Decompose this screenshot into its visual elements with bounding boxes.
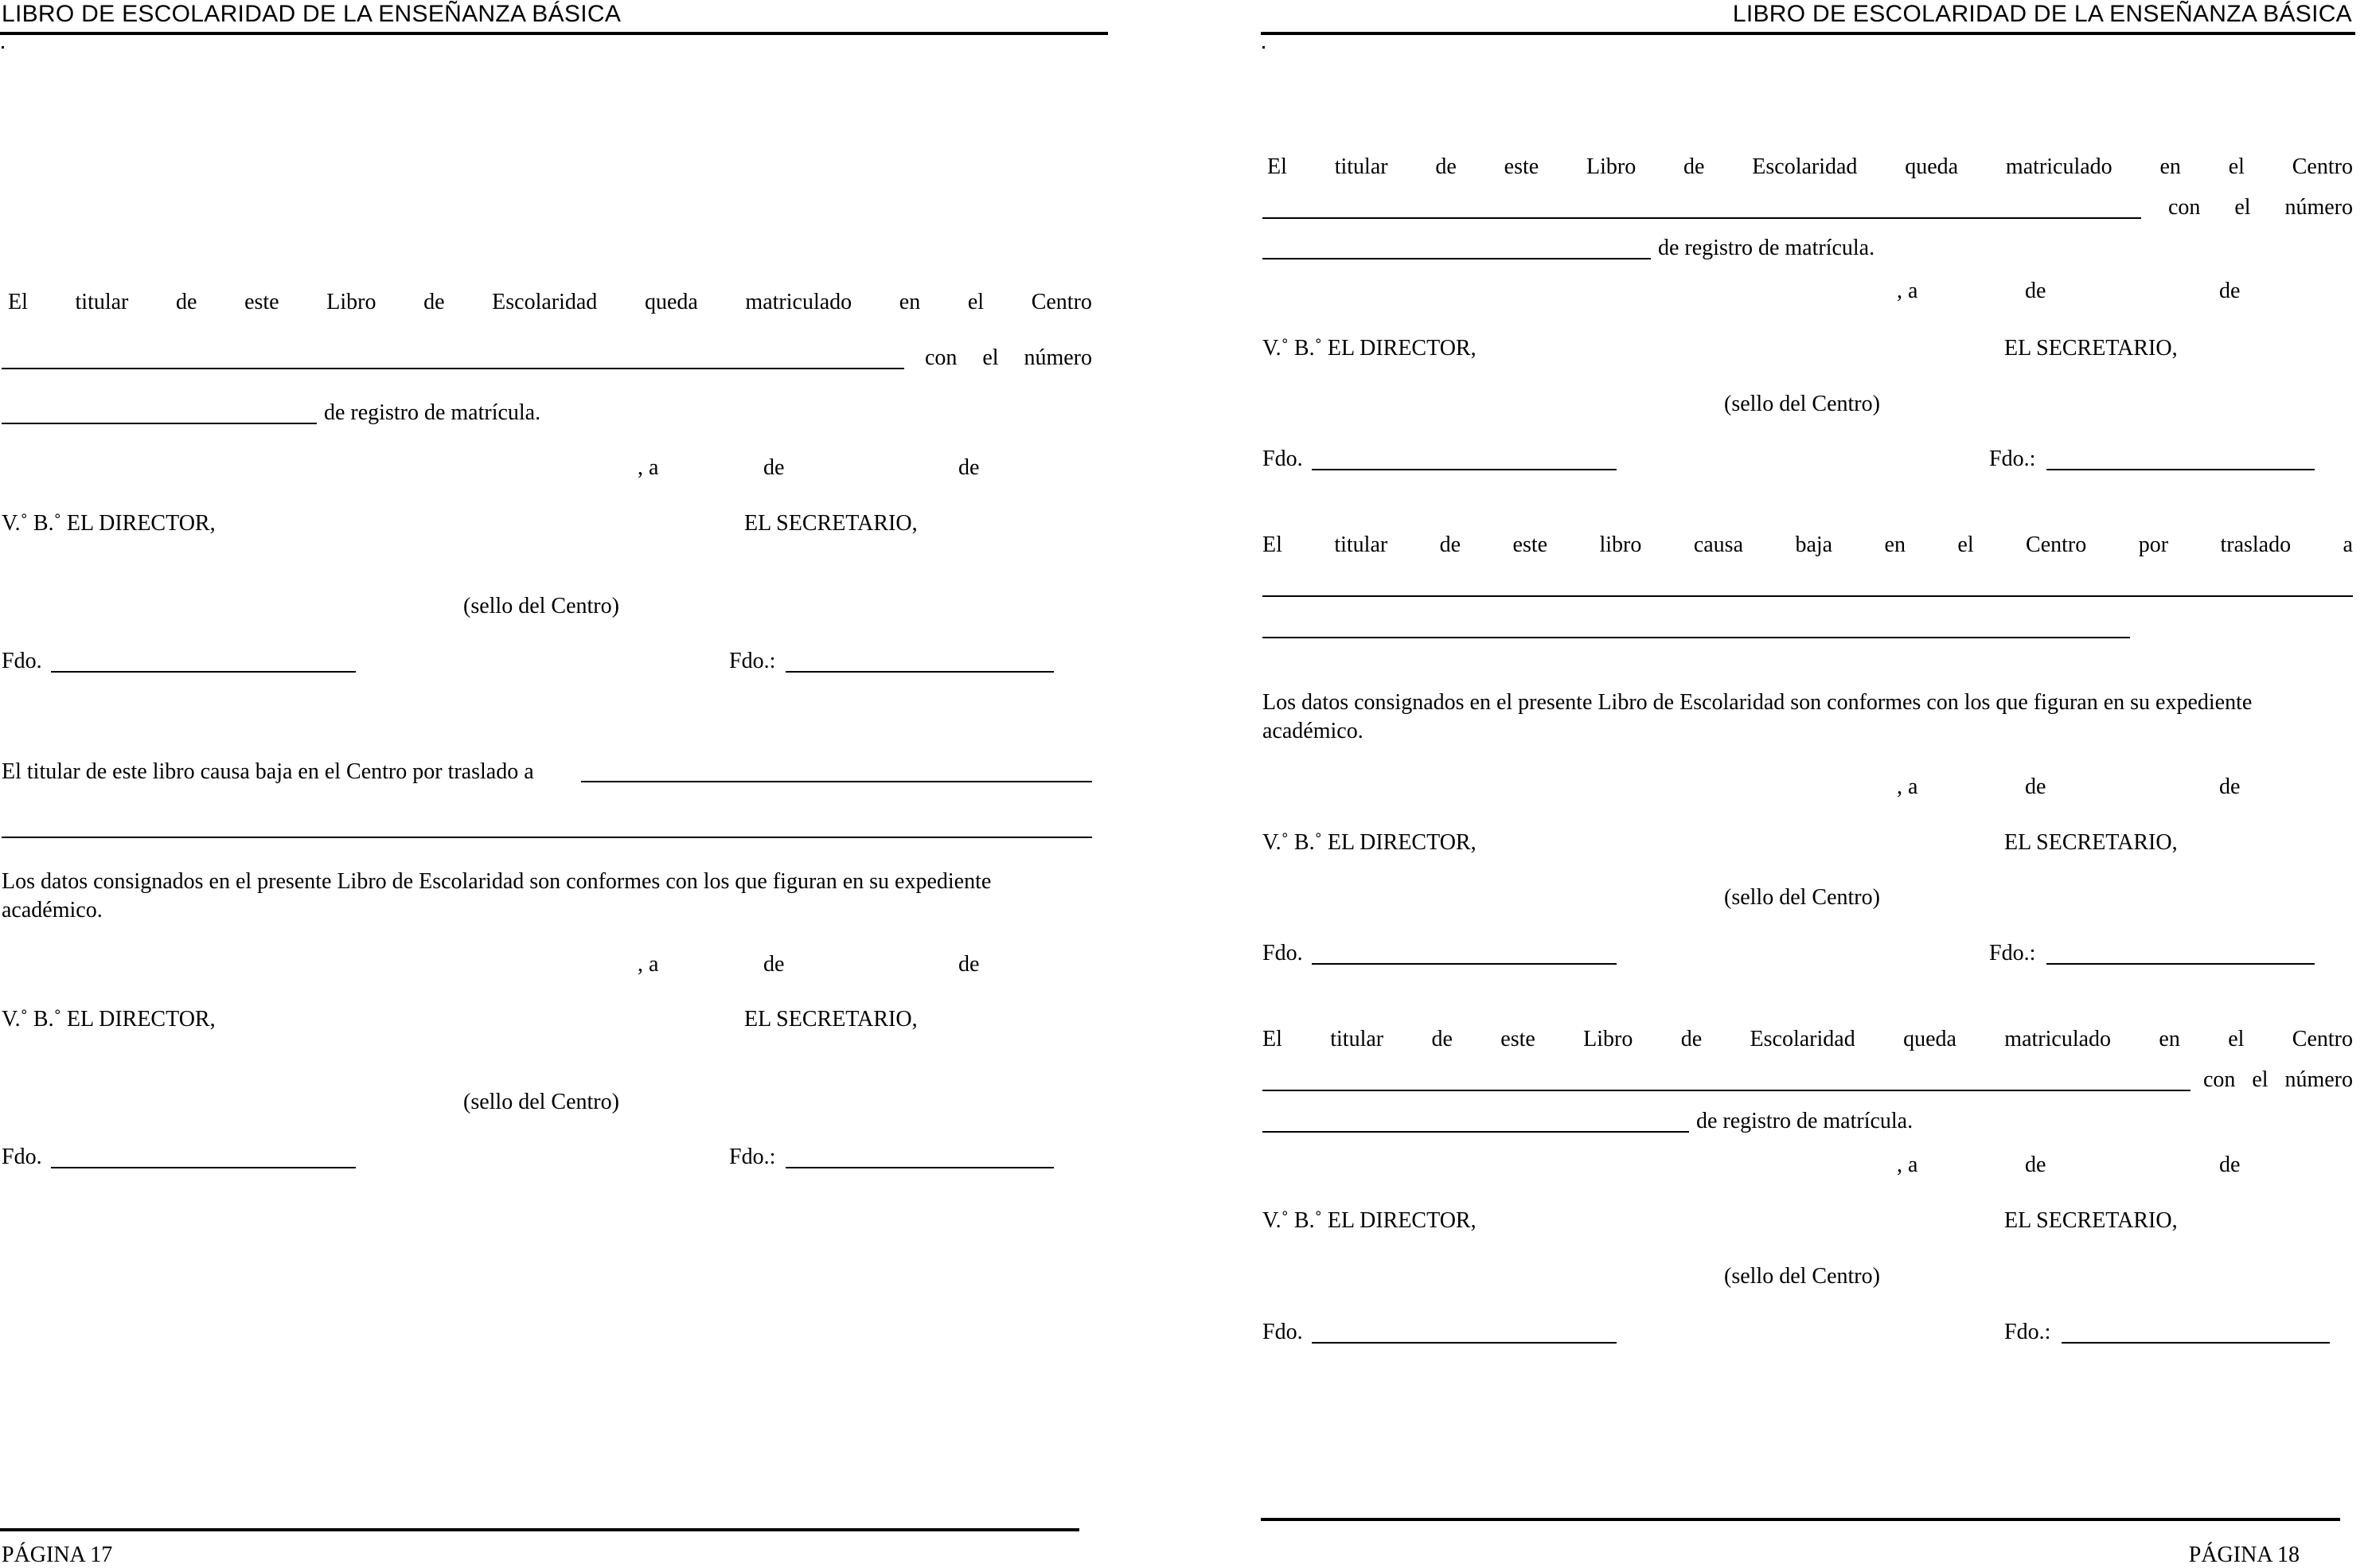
- left-director-label-2: V.˚ B.˚ EL DIRECTOR,: [2, 1007, 216, 1032]
- right-header-title: LIBRO DE ESCOLARIDAD DE LA ENSEÑANZA BÁSICA: [1732, 1, 2352, 27]
- right-con-el-numero-2: con el número: [2203, 1067, 2353, 1092]
- right-header-mark: [1262, 46, 1265, 49]
- left-transfer-text: El titular de este libro causa baja en el Centro por traslado a: [2, 759, 534, 784]
- left-stamp-label: (sello del Centro): [463, 594, 619, 618]
- right-date-de-3a: de: [2025, 1153, 2046, 1177]
- left-director-signature-field[interactable]: [51, 650, 356, 673]
- left-director-label: V.˚ B.˚ EL DIRECTOR,: [2, 511, 216, 536]
- right-fdo-director-2: Fdo.: [1262, 941, 1303, 965]
- right-date-de-2a: de: [2025, 774, 2046, 799]
- right-transfer-field-2[interactable]: [1262, 616, 2130, 638]
- left-registration-number-field[interactable]: [2, 402, 317, 424]
- right-stamp-label-1: (sello del Centro): [1724, 392, 1880, 416]
- right-center-name-field-2[interactable]: [1262, 1069, 2190, 1091]
- left-header-title: LIBRO DE ESCOLARIDAD DE LA ENSEÑANZA BÁSICA: [2, 1, 622, 27]
- left-fdo-director-2: Fdo.: [2, 1145, 42, 1169]
- left-fdo-secretary-2: Fdo.:: [729, 1145, 776, 1169]
- right-transfer-field-1[interactable]: [1262, 575, 2353, 597]
- left-date-a: , a: [638, 455, 659, 480]
- left-registro-text: de registro de matrícula.: [324, 400, 541, 425]
- right-fdo-secretary-3: Fdo.:: [2004, 1320, 2051, 1344]
- left-date-de-3: de: [763, 952, 785, 977]
- right-registro-text-2: de registro de matrícula.: [1696, 1109, 1914, 1133]
- left-fdo-director: Fdo.: [2, 649, 42, 673]
- right-date-de-3b: de: [2219, 1153, 2241, 1177]
- left-footer-rule: [0, 1528, 1079, 1531]
- left-secretary-label: EL SECRETARIO,: [744, 511, 918, 536]
- right-registration-number-field-1[interactable]: [1262, 237, 1651, 259]
- right-secretary-signature-field-1[interactable]: [2046, 448, 2315, 470]
- right-transfer-line: El titular de este libro causa baja en el Centro por traslado a: [1262, 532, 2353, 557]
- right-director-signature-field-1[interactable]: [1312, 448, 1617, 470]
- right-director-label-3: V.˚ B.˚ EL DIRECTOR,: [1262, 1208, 1477, 1233]
- right-center-name-field-1[interactable]: [1262, 197, 2141, 219]
- right-stamp-label-2: (sello del Centro): [1724, 885, 1880, 910]
- right-footer-rule: [1261, 1518, 2340, 1521]
- right-director-label-2: V.˚ B.˚ EL DIRECTOR,: [1262, 830, 1477, 855]
- right-matriculation-line-2: El titular de este Libro de Escolaridad queda matriculado en el Centro: [1262, 1027, 2353, 1051]
- right-date-de-1b: de: [2219, 279, 2241, 303]
- left-transfer-field-2[interactable]: [2, 816, 1092, 838]
- left-date-de-4: de: [958, 952, 980, 977]
- left-page-number: PÁGINA 17: [2, 1543, 113, 1567]
- left-date-de-1: de: [763, 455, 785, 480]
- right-fdo-secretary-2: Fdo.:: [1989, 941, 2036, 965]
- left-header-rule: [0, 32, 1108, 35]
- left-director-signature-field-2[interactable]: [51, 1146, 356, 1168]
- right-date-a-1: , a: [1897, 279, 1918, 303]
- right-stamp-label-3: (sello del Centro): [1724, 1264, 1880, 1289]
- right-conformity-text: Los datos consignados en el presente Libro de Escolaridad son conformes con los que figuran en su expediente académico.: [1262, 690, 2253, 743]
- right-secretary-signature-field-3[interactable]: [2062, 1321, 2330, 1344]
- left-date-a-2: , a: [638, 952, 659, 977]
- right-matriculation-line-1: El titular de este Libro de Escolaridad queda matriculado en el Centro: [1267, 154, 2353, 179]
- right-director-label-1: V.˚ B.˚ EL DIRECTOR,: [1262, 336, 1477, 361]
- right-page-number: PÁGINA 18: [2188, 1543, 2300, 1567]
- right-secretary-signature-field-2[interactable]: [2046, 942, 2315, 965]
- left-date-de-2: de: [958, 455, 980, 480]
- left-fdo-secretary: Fdo.:: [729, 649, 776, 673]
- right-registro-text-1: de registro de matrícula.: [1658, 236, 1875, 260]
- right-secretary-label-1: EL SECRETARIO,: [2004, 336, 2178, 361]
- right-header-rule: [1261, 32, 2355, 35]
- right-secretary-label-3: EL SECRETARIO,: [2004, 1208, 2178, 1233]
- left-stamp-label-2: (sello del Centro): [463, 1090, 619, 1114]
- left-conformity-text: Los datos consignados en el presente Libro de Escolaridad son conformes con los que figuran en su expediente académico.: [2, 869, 992, 922]
- left-matriculation-line: El titular de este Libro de Escolaridad queda matriculado en el Centro: [8, 290, 1092, 314]
- left-header-mark: [2, 46, 4, 49]
- right-fdo-director-3: Fdo.: [1262, 1320, 1303, 1344]
- right-secretary-label-2: EL SECRETARIO,: [2004, 830, 2178, 855]
- right-director-signature-field-3[interactable]: [1312, 1321, 1617, 1344]
- right-registration-number-field-2[interactable]: [1262, 1110, 1689, 1133]
- right-date-a-3: , a: [1897, 1153, 1918, 1177]
- left-center-name-field[interactable]: [2, 347, 904, 369]
- right-director-signature-field-2[interactable]: [1312, 942, 1617, 965]
- left-transfer-field-1[interactable]: [581, 760, 1092, 782]
- left-con-el-numero: con el número: [925, 345, 1092, 370]
- left-secretary-signature-field-2[interactable]: [786, 1146, 1054, 1168]
- right-date-a-2: , a: [1897, 774, 1918, 799]
- right-date-de-2b: de: [2219, 774, 2241, 799]
- right-fdo-director-1: Fdo.: [1262, 447, 1303, 471]
- right-date-de-1a: de: [2025, 279, 2046, 303]
- left-secretary-label-2: EL SECRETARIO,: [744, 1007, 918, 1032]
- right-fdo-secretary-1: Fdo.:: [1989, 447, 2036, 471]
- left-secretary-signature-field[interactable]: [786, 650, 1054, 673]
- right-con-el-numero-1: con el número: [2168, 195, 2353, 220]
